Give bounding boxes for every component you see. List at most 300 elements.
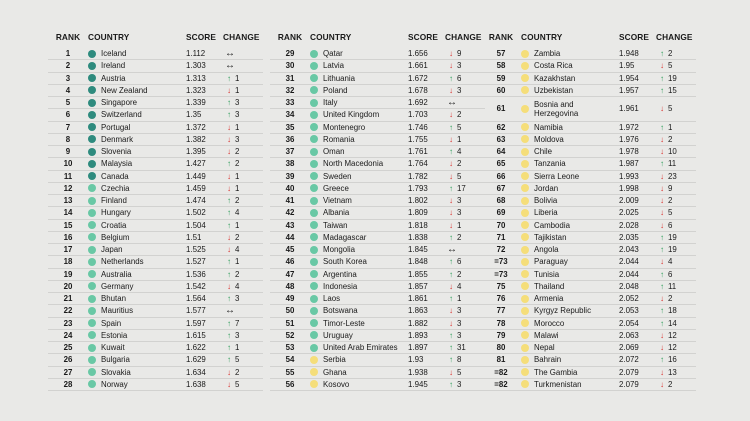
peace-level-dot-icon bbox=[521, 258, 529, 266]
rank-cell: 22 bbox=[63, 306, 73, 316]
country-cell: Turkmenistan bbox=[534, 379, 582, 389]
change-cell bbox=[656, 135, 682, 144]
score-cell: 1.755 bbox=[408, 134, 428, 144]
rank-cell: 64 bbox=[496, 147, 506, 157]
change-value: 5 bbox=[235, 379, 240, 389]
score-cell: 1.761 bbox=[408, 147, 428, 157]
score-cell: 1.615 bbox=[186, 330, 206, 340]
arrow-down-icon: ↓ bbox=[449, 196, 453, 206]
rank-cell: 27 bbox=[63, 367, 73, 377]
dot-cell bbox=[88, 197, 101, 205]
score-cell: 1.861 bbox=[408, 294, 428, 304]
score-cell: 1.972 bbox=[619, 122, 639, 132]
change-value: 2 bbox=[457, 110, 462, 120]
peace-level-dot-icon bbox=[88, 172, 96, 180]
change-cell bbox=[223, 86, 249, 95]
rank-cell: 70 bbox=[496, 220, 506, 230]
rank-cell: 30 bbox=[285, 61, 295, 71]
table-row bbox=[270, 330, 485, 342]
peace-level-dot-icon bbox=[310, 111, 318, 119]
dot-cell bbox=[521, 105, 534, 113]
rank-cell: 16 bbox=[63, 232, 73, 242]
arrow-up-icon: ↑ bbox=[449, 330, 453, 340]
arrow-up-icon: ↑ bbox=[227, 355, 231, 365]
arrow-up-icon: ↑ bbox=[449, 73, 453, 83]
change-value: 3 bbox=[457, 208, 462, 218]
rank-cell: 48 bbox=[285, 281, 295, 291]
arrow-up-icon: ↑ bbox=[449, 343, 453, 353]
change-value: 4 bbox=[668, 257, 673, 267]
arrow-up-icon: ↑ bbox=[227, 330, 231, 340]
rank-cell: 3 bbox=[65, 73, 71, 83]
rank-cell: 20 bbox=[63, 281, 73, 291]
table-row bbox=[481, 379, 696, 391]
rank-cell: 33 bbox=[285, 98, 295, 108]
peace-level-dot-icon bbox=[88, 356, 96, 364]
table-row bbox=[48, 60, 263, 72]
rank-header: RANK bbox=[488, 32, 514, 42]
rank-cell: =82 bbox=[494, 367, 508, 377]
arrow-up-icon: ↑ bbox=[660, 269, 664, 279]
dot-cell bbox=[88, 160, 101, 168]
change-value: 5 bbox=[668, 61, 673, 71]
rank-cell: 13 bbox=[63, 196, 73, 206]
country-cell: Oman bbox=[323, 147, 345, 157]
score-cell: 2.072 bbox=[619, 355, 639, 365]
rank-cell: 18 bbox=[63, 257, 73, 267]
rank-cell: 12 bbox=[63, 183, 73, 193]
dot-cell bbox=[88, 319, 101, 327]
change-value: 1 bbox=[235, 343, 240, 353]
change-cell bbox=[445, 86, 471, 95]
change-value: 15 bbox=[668, 85, 677, 95]
arrow-down-icon: ↓ bbox=[660, 147, 664, 157]
score-cell: 1.525 bbox=[186, 245, 206, 255]
peace-level-dot-icon bbox=[310, 184, 318, 192]
change-value: 11 bbox=[668, 281, 677, 291]
score-cell: 2.069 bbox=[619, 343, 639, 353]
change-cell bbox=[223, 294, 249, 303]
change-cell bbox=[656, 270, 682, 279]
dot-cell bbox=[521, 123, 534, 131]
score-cell: 1.793 bbox=[408, 183, 428, 193]
table-row bbox=[48, 220, 263, 232]
table-row bbox=[481, 207, 696, 219]
country-cell: Hungary bbox=[101, 208, 131, 218]
rank-cell: 32 bbox=[285, 85, 295, 95]
table-row bbox=[270, 73, 485, 85]
rank-cell: 45 bbox=[285, 245, 295, 255]
table-row bbox=[481, 305, 696, 317]
change-cell bbox=[656, 343, 682, 352]
change-value: 4 bbox=[235, 208, 240, 218]
change-cell bbox=[223, 245, 249, 254]
change-cell bbox=[656, 282, 682, 291]
peace-level-dot-icon bbox=[88, 111, 96, 119]
score-cell: 1.976 bbox=[619, 134, 639, 144]
rank-cell: 23 bbox=[63, 318, 73, 328]
arrow-down-icon: ↓ bbox=[660, 104, 664, 114]
peace-level-dot-icon bbox=[310, 344, 318, 352]
change-cell bbox=[223, 282, 249, 291]
change-value: 17 bbox=[457, 183, 466, 193]
country-cell: Qatar bbox=[323, 49, 343, 59]
rank-cell: =82 bbox=[494, 379, 508, 389]
country-cell: Italy bbox=[323, 98, 338, 108]
score-cell: 2.043 bbox=[619, 245, 639, 255]
score-cell: 2.025 bbox=[619, 208, 639, 218]
arrow-up-icon: ↑ bbox=[227, 318, 231, 328]
change-cell bbox=[445, 282, 471, 291]
change-cell bbox=[223, 305, 251, 316]
dot-cell bbox=[310, 282, 323, 290]
table-row bbox=[48, 293, 263, 305]
score-cell: 1.564 bbox=[186, 294, 206, 304]
country-cell: United Kingdom bbox=[323, 110, 380, 120]
arrow-down-icon: ↓ bbox=[449, 318, 453, 328]
change-cell bbox=[656, 196, 682, 205]
score-cell: 1.818 bbox=[408, 220, 428, 230]
ranking-column-1 bbox=[48, 30, 263, 391]
change-value: 19 bbox=[668, 73, 677, 83]
rank-cell: 5 bbox=[65, 98, 71, 108]
arrow-down-icon: ↓ bbox=[660, 171, 664, 181]
country-cell: Kyrgyz Republic bbox=[534, 306, 592, 316]
score-cell: 2.079 bbox=[619, 379, 639, 389]
country-cell: The Gambia bbox=[534, 367, 578, 377]
dot-cell bbox=[88, 62, 101, 70]
peace-level-dot-icon bbox=[521, 209, 529, 217]
rank-cell: 26 bbox=[63, 355, 73, 365]
peace-level-dot-icon bbox=[310, 62, 318, 70]
rank-cell: 76 bbox=[496, 294, 506, 304]
ranking-column-3 bbox=[481, 30, 696, 391]
change-cell bbox=[223, 184, 249, 193]
table-row bbox=[481, 281, 696, 293]
rank-cell: =73 bbox=[494, 257, 508, 267]
peace-level-dot-icon bbox=[521, 221, 529, 229]
rank-cell: 63 bbox=[496, 134, 506, 144]
change-cell bbox=[656, 208, 682, 217]
change-cell bbox=[656, 380, 682, 389]
score-cell: 1.802 bbox=[408, 196, 428, 206]
rank-cell: 1 bbox=[65, 49, 71, 59]
arrow-up-icon: ↑ bbox=[227, 196, 231, 206]
peace-level-dot-icon bbox=[521, 368, 529, 376]
table-row bbox=[48, 354, 263, 366]
dot-cell bbox=[88, 50, 101, 58]
dot-cell bbox=[310, 172, 323, 180]
change-value: 4 bbox=[235, 281, 240, 291]
peace-level-dot-icon bbox=[521, 282, 529, 290]
rank-cell: 60 bbox=[496, 85, 506, 95]
rank-cell: 46 bbox=[285, 257, 295, 267]
arrow-up-icon: ↑ bbox=[227, 98, 231, 108]
change-cell bbox=[223, 368, 249, 377]
arrow-up-icon: ↑ bbox=[660, 159, 664, 169]
peace-level-dot-icon bbox=[310, 160, 318, 168]
table-row bbox=[481, 97, 696, 122]
change-cell bbox=[445, 380, 471, 389]
rank-cell: 34 bbox=[285, 110, 295, 120]
arrow-up-icon: ↑ bbox=[449, 379, 453, 389]
dot-cell bbox=[521, 246, 534, 254]
peace-level-dot-icon bbox=[88, 246, 96, 254]
country-cell: Jordan bbox=[534, 183, 559, 193]
change-value: 3 bbox=[235, 98, 240, 108]
rank-cell: 31 bbox=[285, 73, 295, 83]
score-cell: 1.746 bbox=[408, 122, 428, 132]
peace-level-dot-icon bbox=[310, 331, 318, 339]
arrow-up-icon: ↑ bbox=[449, 183, 453, 193]
dot-cell bbox=[310, 50, 323, 58]
country-cell: Australia bbox=[101, 269, 132, 279]
arrow-up-icon: ↑ bbox=[660, 232, 664, 242]
score-cell: 1.427 bbox=[186, 159, 206, 169]
country-cell: Slovenia bbox=[101, 147, 132, 157]
rank-cell: 49 bbox=[285, 294, 295, 304]
rank-cell: 39 bbox=[285, 171, 295, 181]
peace-level-dot-icon bbox=[88, 307, 96, 315]
arrow-down-icon: ↓ bbox=[227, 147, 231, 157]
rank-cell: 8 bbox=[65, 134, 71, 144]
change-value: 6 bbox=[668, 220, 673, 230]
dot-cell bbox=[88, 258, 101, 266]
arrow-down-icon: ↓ bbox=[660, 183, 664, 193]
table-row bbox=[48, 48, 263, 60]
change-cell bbox=[445, 270, 471, 279]
arrow-down-icon: ↓ bbox=[227, 379, 231, 389]
change-cell bbox=[445, 135, 471, 144]
country-header: COUNTRY bbox=[88, 32, 130, 42]
table-row bbox=[270, 183, 485, 195]
table-row bbox=[481, 269, 696, 281]
table-row bbox=[270, 367, 485, 379]
change-value: 1 bbox=[235, 122, 240, 132]
change-value: 16 bbox=[668, 355, 677, 365]
dot-cell bbox=[310, 135, 323, 143]
change-value: 3 bbox=[457, 330, 462, 340]
column-header bbox=[481, 30, 696, 44]
country-cell: Sierra Leone bbox=[534, 171, 580, 181]
change-value: 3 bbox=[457, 318, 462, 328]
arrow-down-icon: ↓ bbox=[660, 257, 664, 267]
peace-level-dot-icon bbox=[310, 197, 318, 205]
arrow-down-icon: ↓ bbox=[449, 208, 453, 218]
dot-cell bbox=[88, 344, 101, 352]
country-cell: Laos bbox=[323, 294, 341, 304]
dot-cell bbox=[88, 74, 101, 82]
rank-cell: 59 bbox=[496, 73, 506, 83]
change-value: 3 bbox=[235, 110, 240, 120]
dot-cell bbox=[521, 233, 534, 241]
arrow-up-icon: ↑ bbox=[660, 85, 664, 95]
score-cell: 1.95 bbox=[619, 61, 635, 71]
country-cell: Bolivia bbox=[534, 196, 558, 206]
country-cell: Indonesia bbox=[323, 281, 358, 291]
rank-cell: 78 bbox=[496, 318, 506, 328]
change-cell bbox=[223, 270, 249, 279]
dot-cell bbox=[310, 246, 323, 254]
rank-cell: 29 bbox=[285, 49, 295, 59]
score-cell: 1.112 bbox=[186, 49, 206, 59]
table-row bbox=[48, 73, 263, 85]
table-row bbox=[481, 256, 696, 268]
country-cell: Czechia bbox=[101, 183, 130, 193]
score-cell: 1.978 bbox=[619, 147, 639, 157]
dot-cell bbox=[88, 282, 101, 290]
no-change-icon: ↔ bbox=[225, 305, 235, 317]
country-cell: Tanzania bbox=[534, 159, 566, 169]
peace-level-dot-icon bbox=[521, 160, 529, 168]
change-value: 1 bbox=[235, 257, 240, 267]
peace-level-dot-icon bbox=[310, 246, 318, 254]
ranking-rows bbox=[48, 48, 263, 391]
change-value: 31 bbox=[457, 343, 466, 353]
rank-cell: 51 bbox=[285, 318, 295, 328]
dot-cell bbox=[310, 233, 323, 241]
score-cell: 1.692 bbox=[408, 98, 428, 108]
change-cell bbox=[445, 257, 471, 266]
change-cell bbox=[445, 49, 471, 58]
rank-cell: 55 bbox=[285, 367, 295, 377]
change-cell bbox=[656, 306, 682, 315]
table-row bbox=[481, 354, 696, 366]
arrow-up-icon: ↑ bbox=[660, 73, 664, 83]
arrow-up-icon: ↑ bbox=[227, 208, 231, 218]
change-cell bbox=[223, 233, 249, 242]
change-value: 1 bbox=[457, 220, 462, 230]
country-cell: Bhutan bbox=[101, 294, 127, 304]
peace-level-dot-icon bbox=[310, 307, 318, 315]
peace-level-dot-icon bbox=[310, 221, 318, 229]
change-value: 3 bbox=[235, 134, 240, 144]
country-cell: Portugal bbox=[101, 122, 131, 132]
table-row bbox=[270, 354, 485, 366]
arrow-down-icon: ↓ bbox=[449, 134, 453, 144]
change-value: 3 bbox=[457, 85, 462, 95]
dot-cell bbox=[521, 148, 534, 156]
change-cell bbox=[445, 221, 471, 230]
arrow-down-icon: ↓ bbox=[449, 85, 453, 95]
score-cell: 1.945 bbox=[408, 379, 428, 389]
table-row bbox=[481, 85, 696, 97]
rank-cell: 67 bbox=[496, 183, 506, 193]
score-cell: 2.054 bbox=[619, 318, 639, 328]
change-header: CHANGE bbox=[223, 32, 260, 42]
peace-level-dot-icon bbox=[88, 160, 96, 168]
dot-cell bbox=[521, 356, 534, 364]
peace-level-dot-icon bbox=[521, 344, 529, 352]
change-cell bbox=[445, 184, 471, 193]
peace-level-dot-icon bbox=[521, 74, 529, 82]
change-cell bbox=[445, 172, 471, 181]
country-cell: Slovakia bbox=[101, 367, 131, 377]
table-row bbox=[48, 256, 263, 268]
change-cell bbox=[445, 294, 471, 303]
peace-level-dot-icon bbox=[88, 135, 96, 143]
rank-cell: 68 bbox=[496, 196, 506, 206]
change-value: 1 bbox=[668, 122, 673, 132]
table-row bbox=[48, 330, 263, 342]
change-value: 2 bbox=[457, 232, 462, 242]
dot-cell bbox=[521, 62, 534, 70]
table-row bbox=[270, 109, 485, 121]
score-cell: 1.782 bbox=[408, 171, 428, 181]
change-value: 23 bbox=[668, 171, 677, 181]
score-cell: 1.987 bbox=[619, 159, 639, 169]
peace-level-dot-icon bbox=[88, 344, 96, 352]
dot-cell bbox=[310, 221, 323, 229]
dot-cell bbox=[310, 148, 323, 156]
rank-cell: 37 bbox=[285, 147, 295, 157]
change-value: 13 bbox=[668, 367, 677, 377]
score-cell: 1.656 bbox=[408, 49, 428, 59]
change-value: 4 bbox=[235, 245, 240, 255]
table-row bbox=[481, 158, 696, 170]
change-value: 2 bbox=[235, 232, 240, 242]
dot-cell bbox=[521, 368, 534, 376]
dot-cell bbox=[88, 270, 101, 278]
score-cell: 2.035 bbox=[619, 232, 639, 242]
change-cell bbox=[656, 294, 682, 303]
score-cell: 1.897 bbox=[408, 343, 428, 353]
country-header: COUNTRY bbox=[521, 32, 563, 42]
rank-cell: 69 bbox=[496, 208, 506, 218]
change-cell bbox=[445, 196, 471, 205]
change-cell bbox=[445, 368, 471, 377]
country-cell: Germany bbox=[101, 281, 134, 291]
score-cell: 1.948 bbox=[619, 49, 639, 59]
table-row bbox=[48, 207, 263, 219]
peace-level-dot-icon bbox=[310, 123, 318, 131]
table-row bbox=[270, 269, 485, 281]
ranking-column-2 bbox=[270, 30, 485, 391]
change-cell bbox=[656, 355, 682, 364]
peace-level-dot-icon bbox=[88, 86, 96, 94]
arrow-up-icon: ↑ bbox=[449, 269, 453, 279]
dot-cell bbox=[310, 62, 323, 70]
rank-cell: 43 bbox=[285, 220, 295, 230]
peace-level-dot-icon bbox=[521, 197, 529, 205]
peace-level-dot-icon bbox=[310, 258, 318, 266]
rank-cell: 77 bbox=[496, 306, 506, 316]
change-header: CHANGE bbox=[445, 32, 482, 42]
dot-cell bbox=[310, 368, 323, 376]
change-cell bbox=[656, 245, 682, 254]
change-value: 6 bbox=[457, 73, 462, 83]
change-value: 5 bbox=[235, 355, 240, 365]
rank-cell: 56 bbox=[285, 379, 295, 389]
rank-cell: 17 bbox=[63, 245, 73, 255]
score-cell: 1.35 bbox=[186, 110, 202, 120]
score-cell: 1.638 bbox=[186, 379, 206, 389]
country-cell: Serbia bbox=[323, 355, 346, 365]
arrow-down-icon: ↓ bbox=[449, 171, 453, 181]
dot-cell bbox=[88, 307, 101, 315]
country-cell: Timor-Leste bbox=[323, 318, 365, 328]
country-cell: South Korea bbox=[323, 257, 367, 267]
peace-level-dot-icon bbox=[521, 356, 529, 364]
country-cell: Liberia bbox=[534, 208, 558, 218]
change-cell bbox=[656, 86, 682, 95]
country-cell: Tunisia bbox=[534, 269, 560, 279]
change-cell bbox=[223, 257, 249, 266]
arrow-down-icon: ↓ bbox=[227, 367, 231, 377]
table-row bbox=[270, 256, 485, 268]
rank-cell: 75 bbox=[496, 281, 506, 291]
arrow-down-icon: ↓ bbox=[660, 367, 664, 377]
